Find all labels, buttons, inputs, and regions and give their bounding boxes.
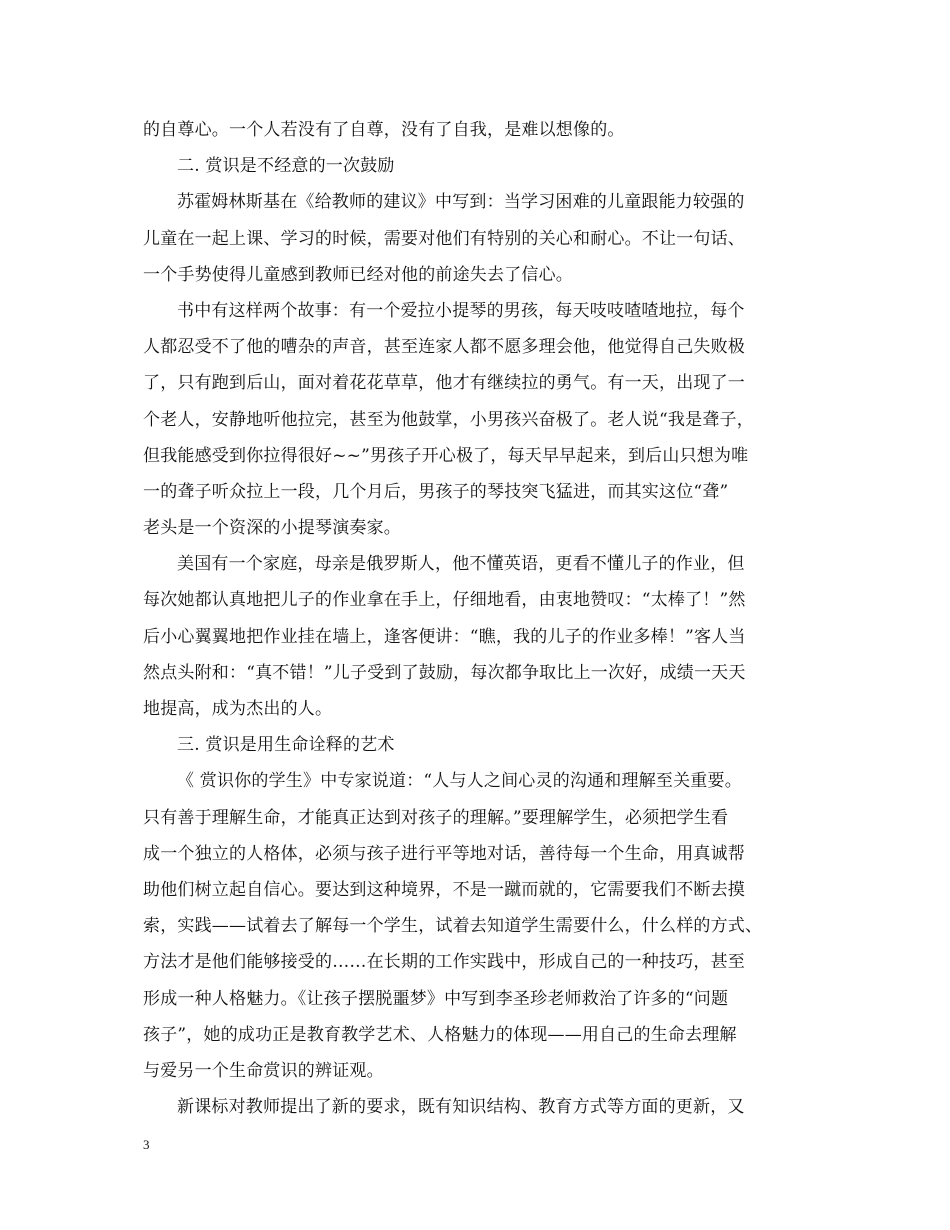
text-line: 每次她都认真地把儿子的作业拿在手上，仔细地看，由衷地赞叹：“太棒了！”然 [143, 590, 746, 611]
page-number: 3 [143, 1137, 150, 1152]
text-line: 一个手势使得儿童感到教师已经对他的前途失去了信心。 [143, 264, 573, 285]
text-line: 地提高，成为杰出的人。 [143, 699, 333, 719]
text-line: 形成一种人格魅力。《让孩子摆脱噩梦》中写到李圣珍老师救治了许多的“问题 [143, 988, 729, 1009]
text-line: 成一个独立的人格体，必须与孩子进行平等地对话，善待每一个生命，用真诚帮 [143, 843, 745, 864]
text-line: 人都忍受不了他的嘈杂的声音，甚至连家人都不愿多理会他，他觉得自己失败极 [143, 337, 745, 358]
text-line: 个老人，安静地听他拉完，甚至为他鼓掌，小男孩兴奋极了。老人说“我是聋子， [143, 409, 754, 430]
text-line: 只有善于理解生命，才能真正达到对孩子的理解。”要理解学生，必须把学生看 [143, 807, 729, 828]
text-line: 美国有一个家庭，母亲是俄罗斯人，他不懂英语，更看不懂儿子的作业，但 [177, 554, 745, 575]
text-line: 与爱另一个生命赏识的辨证观。 [143, 1060, 384, 1081]
text-line: 但我能感受到你拉得很好~~”男孩子开心极了，每天早早起来，到后山只想为唯 [143, 445, 749, 466]
text-line: 后小心翼翼地把作业挂在墙上，逢客便讲：“瞧，我的儿子的作业多棒！”客人当 [143, 626, 746, 647]
text-line: 三. 赏识是用生命诠释的艺术 [177, 735, 395, 756]
text-line: 儿童在一起上课、学习的时候，需要对他们有特别的关心和耐心。不让一句话、 [143, 228, 745, 249]
text-line: 然点头附和：“真不错！”儿子受到了鼓励，每次都争取比上一次好，成绩一天天 [143, 662, 746, 683]
body-text [143, 112, 811, 1125]
text-line: 一的聋子听众拉上一段，几个月后，男孩子的琴技突飞猛进，而其实这位“聋” [143, 481, 729, 502]
text-line: 苏霍姆林斯基在《给教师的建议》中写到：当学习困难的儿童跟能力较强的 [177, 192, 745, 213]
text-line: 《 赏识你的学生》中专家说道：“人与人之间心灵的沟通和理解至关重要。 [177, 771, 742, 792]
text-line: 二. 赏识是不经意的一次鼓励 [177, 156, 395, 177]
text-line: 书中有这样两个故事：有一个爱拉小提琴的男孩，每天吱吱喳喳地拉，每个 [177, 300, 745, 321]
text-line: 索，实践——试着去了解每一个学生，试着去知道学生需要什么，什么样的方式、 [143, 916, 763, 937]
text-line: 新课标对教师提出了新的要求，既有知识结构、教育方式等方面的更新，又 [177, 1097, 745, 1118]
text-line: 老头是一个资深的小提琴演奏家。 [143, 518, 401, 539]
text-line: 助他们树立起自信心。要达到这种境界，不是一蹴而就的，它需要我们不断去摸 [143, 879, 745, 900]
text-line: 的自尊心。一个人若没有了自尊，没有了自我，是难以想像的。 [143, 120, 625, 140]
text-line: 孩子”，她的成功正是教育教学艺术、人格魅力的体现——用自己的生命去理解 [143, 1024, 737, 1045]
text-line: 了，只有跑到后山，面对着花花草草，他才有继续拉的勇气。有一天，出现了一 [143, 373, 745, 394]
text-line: 方法才是他们能够接受的……在长期的工作实践中，形成自己的一种技巧，甚至 [143, 952, 745, 973]
